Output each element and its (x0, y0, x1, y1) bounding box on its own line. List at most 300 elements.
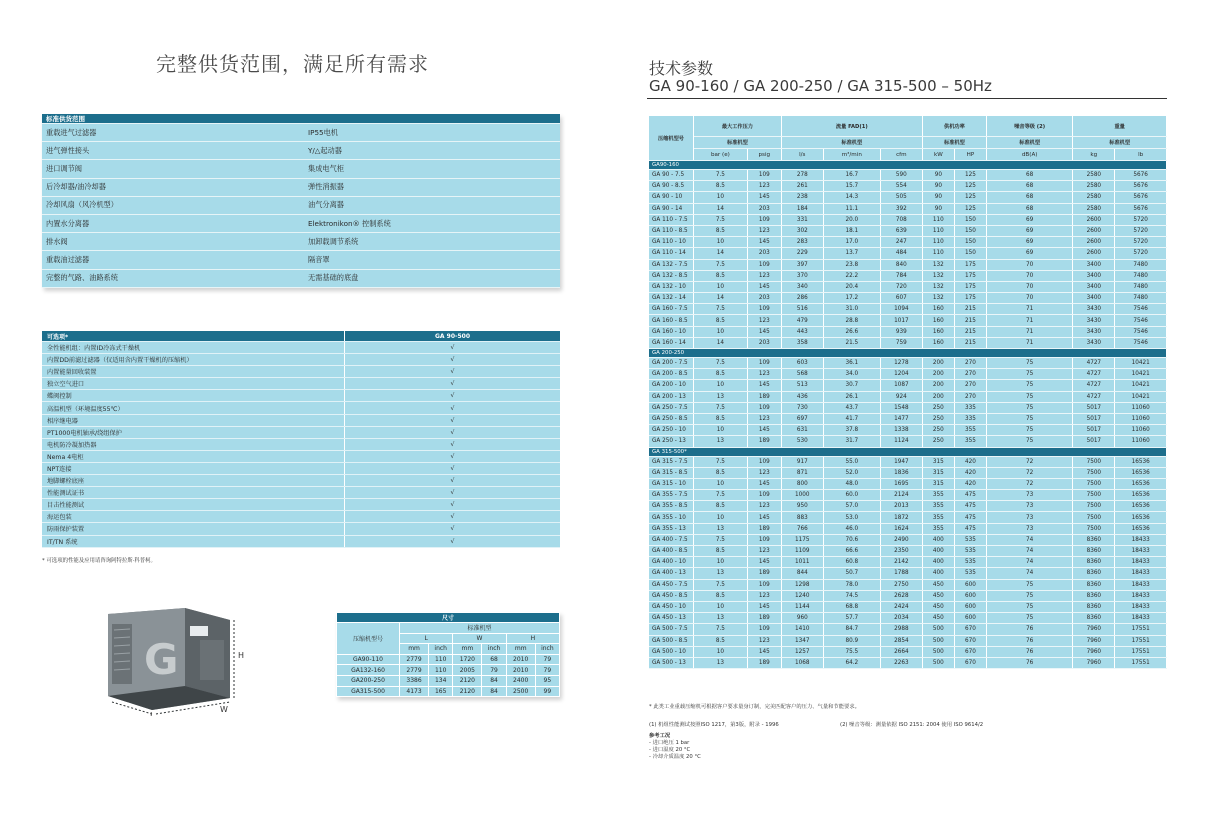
table-row (42, 251, 560, 269)
tech-model: GA 250 - 8.5 (649, 413, 694, 424)
tech-model: GA 160 - 10 (649, 326, 694, 337)
tech-value: 3430 (1073, 304, 1115, 315)
tech-value: 123 (747, 225, 781, 236)
tech-value: 7960 (1073, 635, 1115, 646)
table-row (42, 402, 560, 414)
table-row (42, 450, 560, 462)
tech-value: 13 (694, 523, 748, 534)
tech-model: GA 315 - 10 (649, 478, 694, 489)
ref-line-1: - 进口温度 20 °C (649, 747, 691, 753)
dim-value: 3386 (400, 675, 429, 686)
tech-value: 123 (747, 270, 781, 281)
standard-item-right: 无需基础的底盘 (304, 269, 560, 287)
tech-value: 109 (747, 624, 781, 635)
tech-model: GA 500 - 7.5 (649, 624, 694, 635)
tech-value: 13 (694, 613, 748, 624)
tech-value: 109 (747, 259, 781, 270)
table-row (649, 579, 1167, 590)
page-subtitle-right: GA 90-160 / GA 200-250 / GA 315-500 – 50Hz (649, 77, 992, 95)
dim-value: 84 (482, 686, 506, 697)
table-row (42, 124, 560, 142)
dim-value: 99 (535, 686, 559, 697)
group-header-row (649, 349, 1167, 358)
table-row (649, 557, 1167, 568)
standard-item-left: 内置水分离器 (42, 214, 304, 232)
tech-value: 1695 (880, 478, 922, 489)
tech-value: 68 (986, 192, 1072, 203)
tech-value: 8360 (1073, 557, 1115, 568)
tech-value: 7.5 (694, 259, 748, 270)
tech-value: 8.5 (694, 225, 748, 236)
tech-value: 70 (986, 281, 1072, 292)
tech-value: 5720 (1115, 237, 1167, 248)
option-name: 内置能量回收装置 (42, 366, 345, 378)
dim-axis: W (453, 633, 506, 644)
tech-value: 200 (922, 358, 954, 369)
tech-value: 18433 (1115, 546, 1167, 557)
tech-value: 5720 (1115, 214, 1167, 225)
tech-value: 11060 (1115, 413, 1167, 424)
tech-value: 74 (986, 568, 1072, 579)
tech-value: 125 (954, 192, 986, 203)
tech-unit: cfm (880, 149, 922, 161)
tech-model: GA 400 - 10 (649, 557, 694, 568)
option-name: 全性能机组：内置ID冷冻式干燥机 (42, 342, 345, 354)
tech-value: 160 (922, 337, 954, 348)
tech-pressure-header: 最大工作压力 (694, 116, 782, 137)
tech-value: 1298 (781, 579, 823, 590)
tech-value: 7546 (1115, 326, 1167, 337)
tech-value: 70 (986, 293, 1072, 304)
tech-value: 145 (747, 646, 781, 657)
table-row (649, 391, 1167, 402)
tech-value: 76 (986, 646, 1072, 657)
tech-model: GA 250 - 10 (649, 425, 694, 436)
table-row (42, 438, 560, 450)
standard-item-right: 集成电气柜 (304, 160, 560, 178)
tech-value: 3400 (1073, 281, 1115, 292)
tech-value: 5676 (1115, 192, 1167, 203)
tech-value: 355 (922, 512, 954, 523)
tech-value: 8360 (1073, 579, 1115, 590)
tech-value: 370 (781, 270, 823, 281)
tech-value: 69 (986, 237, 1072, 248)
tech-model: GA 450 - 10 (649, 601, 694, 612)
tech-value: 90 (922, 181, 954, 192)
ref-line-2: - 冷却介质温度 20 °C (649, 754, 701, 760)
table-row (649, 413, 1167, 424)
tech-value: 160 (922, 326, 954, 337)
tech-value: 1017 (880, 315, 922, 326)
tech-value: 355 (922, 490, 954, 501)
group-header-row (649, 447, 1167, 456)
dim-axis: H (506, 633, 559, 644)
tech-value: 34.0 (823, 369, 880, 380)
option-check: √ (345, 354, 561, 366)
tech-unit-row (649, 149, 1167, 161)
tech-value: 568 (781, 369, 823, 380)
title-rule (647, 98, 1167, 99)
tech-value: 200 (922, 369, 954, 380)
tech-value: 46.0 (823, 523, 880, 534)
table-row (649, 369, 1167, 380)
tech-model: GA 132 - 14 (649, 293, 694, 304)
tech-value: 8360 (1073, 590, 1115, 601)
tech-value: 11060 (1115, 425, 1167, 436)
tech-value: 123 (747, 413, 781, 424)
option-check: √ (345, 438, 561, 450)
tech-value: 203 (747, 248, 781, 259)
tech-value: 670 (954, 624, 986, 635)
tech-value: 123 (747, 635, 781, 646)
tech-value: 2600 (1073, 214, 1115, 225)
tech-value: 7960 (1073, 646, 1115, 657)
tech-value: 7960 (1073, 624, 1115, 635)
tech-value: 10 (694, 512, 748, 523)
dim-value: 79 (535, 665, 559, 676)
tech-value: 72 (986, 456, 1072, 467)
tech-value: 436 (781, 391, 823, 402)
table-row (649, 315, 1167, 326)
dim-title: 尺寸 (337, 613, 560, 623)
tech-value: 16536 (1115, 523, 1167, 534)
tech-value: 924 (880, 391, 922, 402)
tech-value: 7480 (1115, 281, 1167, 292)
tech-value: 670 (954, 635, 986, 646)
table-row (42, 233, 560, 251)
standard-item-right: 油气分离器 (304, 196, 560, 214)
tech-value: 109 (747, 456, 781, 467)
tech-value: 13.7 (823, 248, 880, 259)
tech-value: 250 (922, 402, 954, 413)
tech-value: 22.2 (823, 270, 880, 281)
dim-std-header: 标准机型 (400, 623, 560, 634)
tech-model: GA 160 - 14 (649, 337, 694, 348)
tech-value: 7480 (1115, 259, 1167, 270)
tech-value: 917 (781, 456, 823, 467)
tech-value: 331 (781, 214, 823, 225)
tech-value: 15.7 (823, 181, 880, 192)
tech-model: GA 500 - 13 (649, 657, 694, 668)
tech-value: 23.8 (823, 259, 880, 270)
tech-value: 10421 (1115, 369, 1167, 380)
tech-value: 2263 (880, 657, 922, 668)
option-check: √ (345, 487, 561, 499)
tech-value: 250 (922, 413, 954, 424)
tech-value: 500 (922, 635, 954, 646)
tech-value: 123 (747, 501, 781, 512)
tech-value: 420 (954, 467, 986, 478)
option-name: PT1000电机轴承/绕组保护 (42, 426, 345, 438)
tech-unit: dB(A) (986, 149, 1072, 161)
tech-value: 80.9 (823, 635, 880, 646)
tech-value: 11060 (1115, 436, 1167, 447)
tech-value: 109 (747, 490, 781, 501)
dim-value: 2779 (400, 654, 429, 665)
tech-model: GA 132 - 8.5 (649, 270, 694, 281)
tech-value: 68.8 (823, 601, 880, 612)
standard-item-left: 排水阀 (42, 233, 304, 251)
tech-value: 335 (954, 413, 986, 424)
tech-value: 18433 (1115, 568, 1167, 579)
table-row (337, 675, 560, 686)
tech-value: 189 (747, 523, 781, 534)
dim-unit: mm (506, 644, 535, 655)
tech-value: 603 (781, 358, 823, 369)
tech-value: 215 (954, 337, 986, 348)
tech-value: 2142 (880, 557, 922, 568)
tech-value: 14.3 (823, 192, 880, 203)
tech-value: 26.6 (823, 326, 880, 337)
dim-model: GA132-160 (337, 665, 400, 676)
tech-value: 37.8 (823, 425, 880, 436)
tech-value: 66.6 (823, 546, 880, 557)
dim-value: 2120 (453, 686, 482, 697)
tech-value: 71 (986, 315, 1072, 326)
tech-value: 400 (922, 546, 954, 557)
tech-value: 340 (781, 281, 823, 292)
tech-value: 150 (954, 237, 986, 248)
tech-value: 71 (986, 337, 1072, 348)
tech-model: GA 315 - 7.5 (649, 456, 694, 467)
tech-value: 7546 (1115, 304, 1167, 315)
tech-value: 3430 (1073, 326, 1115, 337)
tech-value: 475 (954, 512, 986, 523)
tech-value: 72 (986, 478, 1072, 489)
tech-value: 1347 (781, 635, 823, 646)
dim-model: GA90-110 (337, 654, 400, 665)
dim-value: 110 (429, 665, 453, 676)
tech-value: 479 (781, 315, 823, 326)
tech-value: 8.5 (694, 181, 748, 192)
tech-value: 1087 (880, 380, 922, 391)
tech-value: 123 (747, 369, 781, 380)
table-row (649, 534, 1167, 545)
tech-value: 31.7 (823, 436, 880, 447)
tech-model: GA 355 - 13 (649, 523, 694, 534)
table-row (649, 512, 1167, 523)
footnote-2: (2) 噪音等级：测量依据 ISO 2151: 2004 使用 ISO 9614/2 (840, 722, 984, 728)
table-row (42, 269, 560, 287)
tech-value: 420 (954, 456, 986, 467)
tech-value: 10 (694, 192, 748, 203)
star-note: * 此类工业重载压缩机可根据客户要求量身订制，完美匹配客户的压力、气量和节能要求。 (649, 704, 860, 710)
tech-model: GA 450 - 13 (649, 613, 694, 624)
table-row (649, 358, 1167, 369)
tech-value: 132 (922, 281, 954, 292)
tech-value: 2013 (880, 501, 922, 512)
tech-value: 2580 (1073, 192, 1115, 203)
tech-value: 3400 (1073, 259, 1115, 270)
options-header-row (42, 331, 560, 342)
tech-power-header: 供机功率 (922, 116, 986, 137)
tech-value: 50.7 (823, 568, 880, 579)
tech-value: 8.5 (694, 590, 748, 601)
table-row (649, 225, 1167, 236)
options-note: * 可选项的性能及应用请咨询阿特拉斯·科普柯。 (42, 558, 156, 564)
tech-value: 1278 (880, 358, 922, 369)
tech-value: 75 (986, 613, 1072, 624)
tech-value: 145 (747, 326, 781, 337)
tech-value: 75 (986, 601, 1072, 612)
tech-value: 145 (747, 380, 781, 391)
tech-value: 400 (922, 557, 954, 568)
tech-value: 10 (694, 281, 748, 292)
tech-value: 123 (747, 315, 781, 326)
tech-value: 132 (922, 270, 954, 281)
tech-value: 74.5 (823, 590, 880, 601)
table-row (649, 170, 1167, 181)
group-name: GA90-160 (649, 161, 1167, 170)
tech-model: GA 200 - 7.5 (649, 358, 694, 369)
tech-value: 18433 (1115, 557, 1167, 568)
group-header-row (649, 161, 1167, 170)
tech-value: 10 (694, 380, 748, 391)
tech-value: 125 (954, 203, 986, 214)
tech-value: 132 (922, 259, 954, 270)
tech-fad-header: 流量 FAD(1) (781, 116, 922, 137)
tech-value: 500 (922, 624, 954, 635)
tech-value: 766 (781, 523, 823, 534)
tech-value: 484 (880, 248, 922, 259)
tech-value: 283 (781, 237, 823, 248)
tech-value: 16536 (1115, 501, 1167, 512)
tech-value: 109 (747, 579, 781, 590)
option-name: 高温机型（环境温度55℃） (42, 402, 345, 414)
tech-weight-header: 重量 (1073, 116, 1167, 137)
tech-model: GA 500 - 8.5 (649, 635, 694, 646)
tech-value: 18433 (1115, 590, 1167, 601)
tech-std-header: 标准机型 (986, 137, 1072, 149)
tech-noise-header: 噪音等级 (2) (986, 116, 1072, 137)
tech-value: 1000 (781, 490, 823, 501)
tech-value: 71 (986, 326, 1072, 337)
tech-value: 883 (781, 512, 823, 523)
tech-value: 18433 (1115, 613, 1167, 624)
table-row (42, 196, 560, 214)
tech-value: 500 (922, 657, 954, 668)
tech-value: 73 (986, 501, 1072, 512)
h-label: H (238, 651, 245, 660)
tech-value: 3400 (1073, 270, 1115, 281)
tech-value: 10 (694, 425, 748, 436)
tech-value: 939 (880, 326, 922, 337)
standard-item-left: 进气弹性接头 (42, 142, 304, 160)
table-row (42, 390, 560, 402)
option-name: 内置DD前滤过滤器（仅适用含内置干燥机的压缩机） (42, 354, 345, 366)
l-label: L (150, 711, 155, 716)
tech-value: 76 (986, 657, 1072, 668)
table-row (649, 601, 1167, 612)
tech-value: 73 (986, 512, 1072, 523)
tech-model: GA 250 - 13 (649, 436, 694, 447)
tech-value: 5017 (1073, 413, 1115, 424)
tech-value: 71 (986, 304, 1072, 315)
option-check: √ (345, 426, 561, 438)
tech-value: 75 (986, 590, 1072, 601)
tech-value: 189 (747, 568, 781, 579)
dim-axis: L (400, 633, 453, 644)
tech-value: 7546 (1115, 337, 1167, 348)
tech-value: 1872 (880, 512, 922, 523)
tech-model: GA 355 - 8.5 (649, 501, 694, 512)
tech-value: 109 (747, 170, 781, 181)
tech-value: 730 (781, 402, 823, 413)
tech-value: 7.5 (694, 402, 748, 413)
tech-value: 238 (781, 192, 823, 203)
dim-value: 2500 (506, 686, 535, 697)
tech-value: 74 (986, 546, 1072, 557)
tech-value: 10421 (1115, 380, 1167, 391)
dimensions-table (336, 612, 560, 697)
tech-value: 670 (954, 657, 986, 668)
tech-value: 1477 (880, 413, 922, 424)
tech-value: 302 (781, 225, 823, 236)
tech-model: GA 200 - 8.5 (649, 369, 694, 380)
tech-value: 8360 (1073, 534, 1115, 545)
tech-value: 145 (747, 557, 781, 568)
tech-value: 7500 (1073, 456, 1115, 467)
tech-value: 145 (747, 425, 781, 436)
table-row (649, 590, 1167, 601)
tech-value: 52.0 (823, 467, 880, 478)
tech-value: 109 (747, 304, 781, 315)
tech-model: GA 400 - 7.5 (649, 534, 694, 545)
option-check: √ (345, 535, 561, 547)
tech-value: 11.1 (823, 203, 880, 214)
dim-value: 1720 (453, 654, 482, 665)
tech-value: 2854 (880, 635, 922, 646)
tech-value: 530 (781, 436, 823, 447)
tech-value: 1624 (880, 523, 922, 534)
tech-value: 145 (747, 237, 781, 248)
dim-value: 165 (429, 686, 453, 697)
tech-value: 13 (694, 657, 748, 668)
tech-std-header: 标准机型 (922, 137, 986, 149)
table-row (42, 342, 560, 354)
tech-spec-table (649, 116, 1167, 669)
tech-value: 2600 (1073, 225, 1115, 236)
tech-value: 8.5 (694, 467, 748, 478)
tech-value: 13 (694, 436, 748, 447)
tech-value: 1788 (880, 568, 922, 579)
table-row (649, 337, 1167, 348)
tech-value: 443 (781, 326, 823, 337)
tech-value: 4727 (1073, 391, 1115, 402)
tech-value: 1240 (781, 590, 823, 601)
tech-value: 600 (954, 590, 986, 601)
dim-value: 2120 (453, 675, 482, 686)
tech-value: 72 (986, 467, 1072, 478)
tech-value: 18433 (1115, 534, 1167, 545)
dim-unit: inch (535, 644, 559, 655)
table-row (337, 654, 560, 665)
tech-value: 16536 (1115, 467, 1167, 478)
table-row (42, 462, 560, 474)
tech-value: 5676 (1115, 203, 1167, 214)
tech-value: 4727 (1073, 369, 1115, 380)
tech-value: 145 (747, 192, 781, 203)
option-name: 海运包装 (42, 511, 345, 523)
tech-model-header: 压缩机型号 (649, 116, 694, 161)
option-name: 目击性能测试 (42, 499, 345, 511)
dim-unit: mm (400, 644, 429, 655)
table-row (649, 456, 1167, 467)
tech-value: 70.6 (823, 534, 880, 545)
standard-scope-table (42, 114, 560, 288)
tech-value: 109 (747, 402, 781, 413)
page-title-left: 完整供货范围，满足所有需求 (156, 52, 429, 76)
